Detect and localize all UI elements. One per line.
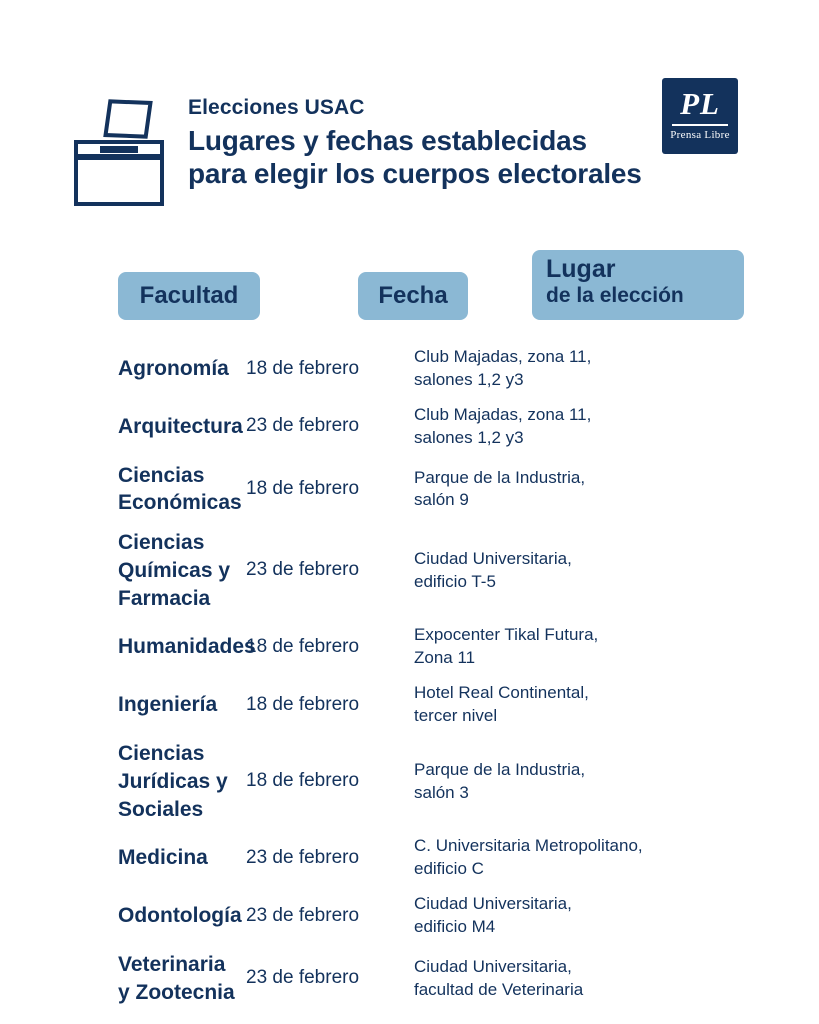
cell-fecha: 18 de febrero (246, 357, 360, 379)
cell-facultad: Humanidades (118, 635, 256, 659)
table-row (0, 887, 819, 945)
column-header-lugar-line-1: Lugar (546, 255, 616, 283)
table-row (0, 340, 819, 398)
cell-lugar-line-1: Hotel Real Continental, (414, 683, 589, 703)
cell-lugar (414, 759, 819, 805)
cell-fecha: 18 de febrero (246, 635, 360, 657)
cell-lugar (414, 682, 819, 728)
cell-fecha: 18 de febrero (246, 770, 360, 792)
cell-lugar (414, 467, 819, 513)
table-row (0, 523, 819, 618)
cell-fecha: 23 de febrero (246, 904, 360, 926)
page-title-line-2: para elegir los cuerpos electorales (188, 157, 642, 189)
cell-lugar-line-1: C. Universitaria Metropolitano, (414, 836, 643, 856)
table-row (0, 829, 819, 887)
cell-facultad: Agronomía (118, 357, 229, 381)
cell-facultad: Ciencias Económicas (118, 463, 242, 515)
cell-lugar-line-2: Zona 11 (414, 648, 476, 668)
header (74, 88, 754, 228)
cell-lugar-line-1: Club Majadas, zona 11, (414, 404, 592, 424)
cell-facultad: Arquitectura (118, 414, 243, 438)
cell-lugar-line-1: Ciudad Universitaria, (414, 548, 572, 568)
cell-facultad: Ciencias Químicas y Farmacia (118, 531, 231, 610)
logo-wordmark: Prensa Libre (670, 129, 730, 141)
cell-lugar (414, 956, 819, 1002)
table-row (0, 734, 819, 829)
table-row (0, 456, 819, 523)
page-title-line-1: Lugares y fechas establecidas (188, 125, 587, 156)
cell-facultad: Veterinaria y Zootecnia (118, 953, 235, 1004)
cell-lugar (414, 346, 819, 392)
cell-lugar-line-2: salón 9 (414, 490, 469, 510)
cell-lugar-line-2: salón 3 (414, 782, 469, 802)
cell-fecha: 23 de febrero (246, 967, 360, 989)
cell-lugar-line-2: salones 1,2 y3 (414, 369, 524, 389)
cell-lugar (414, 893, 819, 939)
column-header-lugar-line-2: de la elección (546, 283, 684, 307)
cell-fecha: 23 de febrero (246, 559, 360, 581)
cell-facultad: Ingeniería (118, 693, 218, 717)
kicker: Elecciones USAC (188, 96, 365, 119)
cell-lugar-line-2: edificio C (414, 859, 484, 879)
cell-lugar-line-2: salones 1,2 y3 (414, 427, 524, 447)
cell-facultad: Ciencias Jurídicas y Sociales (118, 742, 228, 821)
cell-lugar (414, 624, 819, 670)
cell-lugar-line-2: edificio M4 (414, 917, 496, 937)
logo-divider (672, 124, 728, 126)
cell-lugar-line-1: Parque de la Industria, (414, 467, 586, 487)
column-header-lugar (532, 250, 744, 320)
cell-lugar (414, 835, 819, 881)
cell-lugar-line-2: edificio T-5 (414, 571, 496, 591)
cell-lugar-line-1: Ciudad Universitaria, (414, 894, 572, 914)
prensa-libre-logo (662, 78, 738, 154)
cell-lugar-line-1: Ciudad Universitaria, (414, 956, 572, 976)
cell-lugar-line-1: Club Majadas, zona 11, (414, 347, 592, 366)
column-header-fecha: Fecha (358, 272, 468, 320)
cell-lugar (414, 548, 819, 594)
table-row (0, 398, 819, 456)
table-row (0, 676, 819, 734)
cell-fecha: 18 de febrero (246, 478, 360, 500)
cell-lugar-line-1: Parque de la Industria, (414, 759, 586, 779)
column-header-facultad: Facultad (118, 272, 260, 320)
cell-facultad: Odontología (118, 904, 242, 928)
cell-lugar-line-1: Expocenter Tikal Futura, (414, 625, 599, 645)
cell-fecha: 23 de febrero (246, 415, 360, 437)
ballot-box-icon (74, 98, 178, 208)
table-row (0, 618, 819, 676)
header-text-block (188, 96, 642, 191)
cell-lugar (414, 404, 819, 450)
cell-facultad: Medicina (118, 846, 208, 870)
cell-lugar-line-2: tercer nivel (414, 706, 498, 726)
cell-fecha: 18 de febrero (246, 693, 360, 715)
cell-lugar-line-2: facultad de Veterinaria (414, 979, 584, 999)
cell-fecha: 23 de febrero (246, 846, 360, 868)
table-row (0, 945, 819, 1012)
schedule-table (0, 340, 819, 1012)
logo-monogram: PL (680, 86, 720, 121)
